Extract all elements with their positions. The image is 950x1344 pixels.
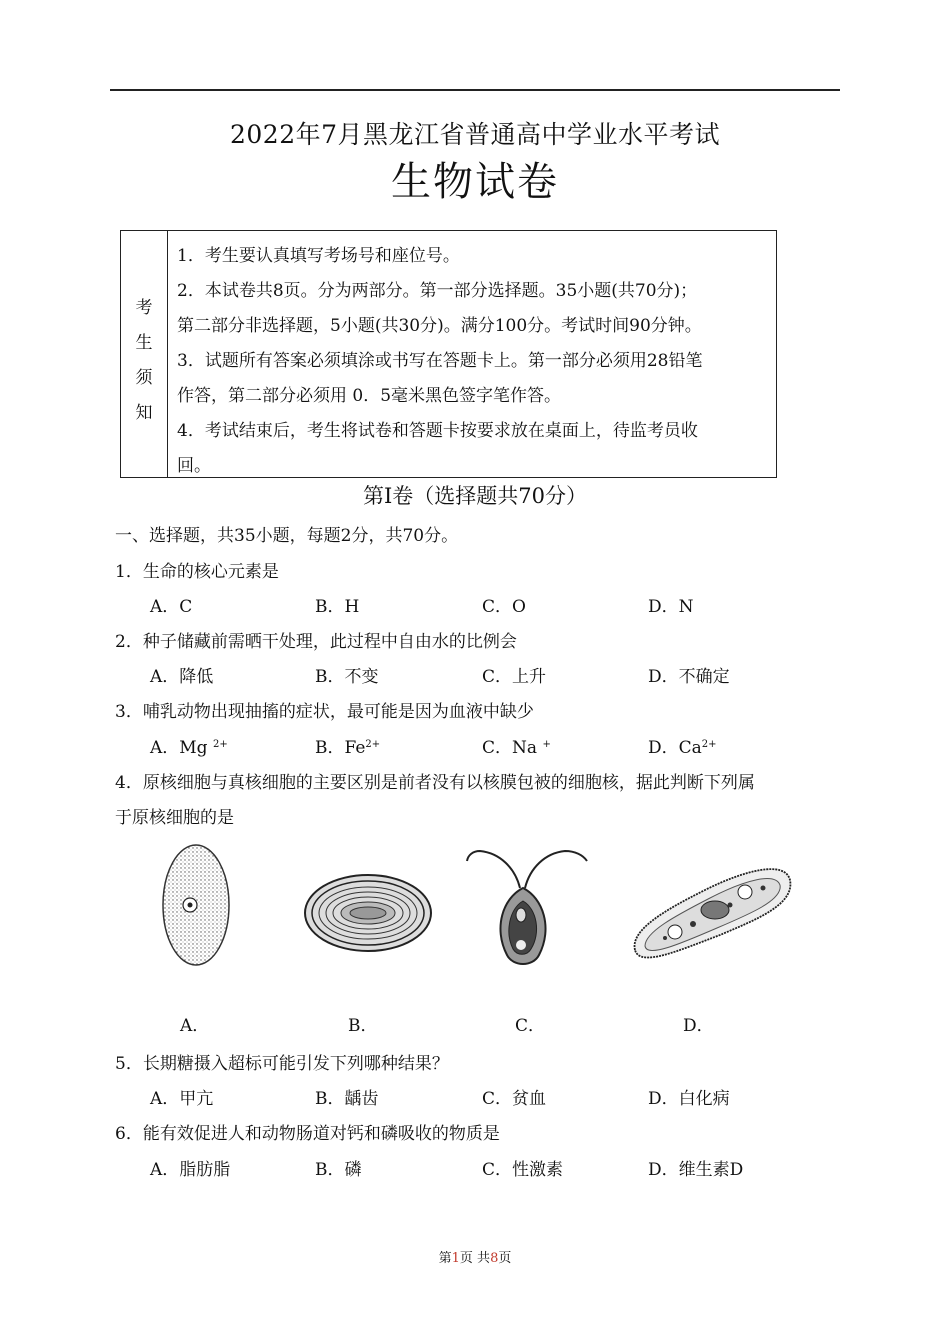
question-stem: 3．哺乳动物出现抽搐的症状，最可能是因为血液中缺少	[115, 702, 534, 722]
notice-label-char: 须	[135, 368, 153, 388]
notice-label-char: 考	[135, 298, 153, 318]
option-a: A．降低	[150, 667, 214, 687]
footer-text: 页	[498, 1251, 512, 1266]
question-stem: 1．生命的核心元素是	[115, 562, 279, 582]
option-d: D．维生素D	[648, 1160, 744, 1180]
option-a: A．Mg $^{2+}$	[150, 738, 228, 758]
question-stem: 5．长期糖摄入超标可能引发下列哪种结果？	[115, 1054, 449, 1074]
paramecium-icon	[625, 850, 795, 965]
option-b: B．磷	[315, 1160, 362, 1180]
footer-text: 第	[438, 1251, 452, 1266]
option-c: C．上升	[482, 667, 547, 687]
option-b: B．H	[315, 597, 360, 617]
option-b: B．不变	[315, 667, 379, 687]
oval-cell-icon	[160, 843, 232, 968]
question-stem: 4．原核细胞与真核细胞的主要区别是前者没有以核膜包被的细胞核，据此判断下列属	[115, 773, 755, 793]
notice-label-char: 生	[135, 333, 153, 353]
question-stem: 2．种子储藏前需晒干处理，此过程中自由水的比例会	[115, 632, 517, 652]
option-c: C．性激素	[482, 1160, 564, 1180]
option-a: A．甲亢	[150, 1089, 214, 1109]
exam-title: 2022年7月黑龙江省普通高中学业水平考试	[229, 120, 721, 149]
option-b: B．$Fe^{2+}$	[315, 738, 381, 758]
option-a: A．C	[150, 597, 193, 617]
section-heading: 一、选择题，共35小题，每题2分，共70分。	[115, 526, 459, 546]
option-d: D．N	[648, 597, 694, 617]
option-b: B．龋齿	[315, 1089, 379, 1109]
notice-line: 3．试题所有答案必须填涂或书写在答题卡上。第一部分必须用28铅笔	[177, 351, 703, 371]
option-d: D．不确定	[648, 667, 730, 687]
part-title: 第Ⅰ卷（选择题共70分）	[362, 484, 588, 508]
option-c: C．O	[482, 597, 526, 617]
page-footer	[0, 1247, 950, 1266]
notice-line: 作答，第二部分必须用 0．5毫米黑色签字笔作答。	[177, 386, 562, 406]
current-page: 1	[451, 1251, 460, 1266]
notice-line: 回。	[177, 456, 211, 476]
footer-text: 页 共	[459, 1251, 491, 1266]
total-pages: 8	[490, 1251, 499, 1266]
header-rule	[110, 89, 840, 91]
subject-title: 生物试卷	[391, 159, 559, 205]
exam-notice-box	[120, 230, 777, 478]
option-d: D．$Ca^{2+}$	[648, 738, 717, 758]
figure-label-a: A．	[180, 1016, 210, 1036]
option-c: C．贫血	[482, 1089, 547, 1109]
notice-label-char: 知	[135, 403, 153, 423]
option-c: C．Na +	[482, 738, 551, 758]
figure-label-b: B．	[348, 1016, 378, 1036]
bacterium-icon	[303, 873, 433, 953]
figure-label-c: C．	[515, 1016, 546, 1036]
notice-line: 4．考试结束后，考生将试卷和答题卡按要求放在桌面上，待监考员收	[177, 421, 698, 441]
notice-line: 第二部分非选择题，5小题(共30分)。满分100分。考试时间90分钟。	[177, 316, 702, 336]
question-stem-continued: 于原核细胞的是	[115, 808, 234, 828]
option-a: A．脂肪脂	[150, 1160, 231, 1180]
notice-label	[121, 231, 168, 477]
option-d: D．白化病	[648, 1089, 730, 1109]
notice-line: 2．本试卷共8页。分为两部分。第一部分选择题。35小题(共70分)；	[177, 281, 698, 301]
notice-line: 1．考生要认真填写考场号和座位号。	[177, 246, 460, 266]
figure-label-d: D．	[683, 1016, 714, 1036]
chlamydomonas-icon	[465, 843, 590, 973]
question-stem: 6．能有效促进人和动物肠道对钙和磷吸收的物质是	[115, 1124, 500, 1144]
